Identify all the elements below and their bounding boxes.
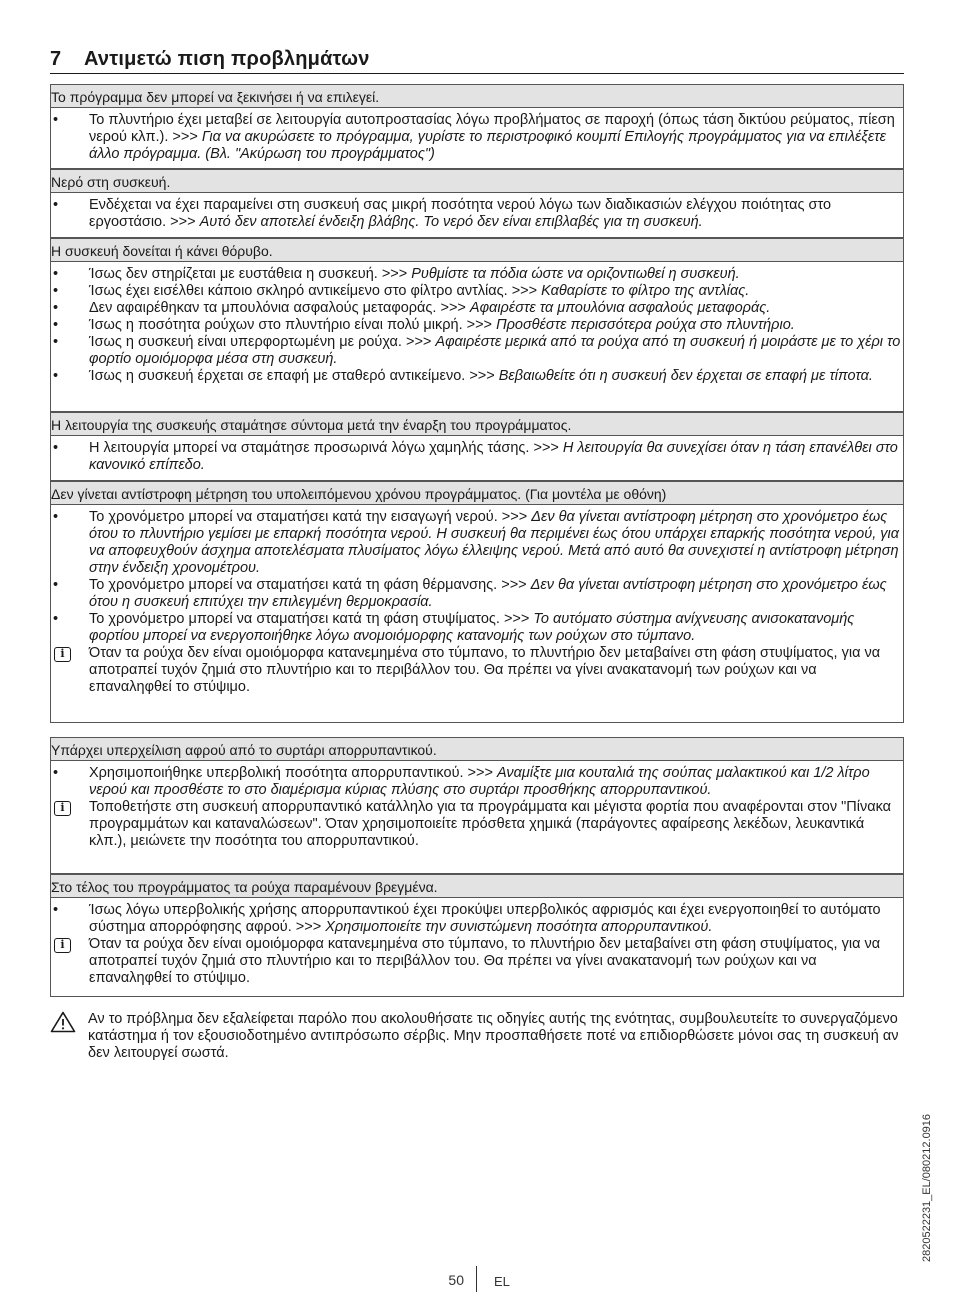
list-item	[51, 266, 903, 283]
trouble-section	[50, 737, 904, 874]
page-title	[50, 48, 904, 74]
list-item	[51, 577, 903, 611]
warning-triangle-icon	[50, 1011, 76, 1033]
cause-text: Ίσως η συσκευή είναι υπερφορτωμένη με ρούχα. >>>	[89, 334, 436, 350]
info-icon: i	[54, 938, 71, 953]
bullet: •	[53, 197, 59, 213]
remedy-text: Αφαιρέστε μερικά από τα ρούχα από τη συσκευή ή μοιράστε με το χέρι το φορτίο ομοιόμορφα μέσα στη συσκευή.	[89, 334, 901, 367]
section-title: Αντιμετώ πιση προβλημάτων	[84, 48, 370, 70]
warning-note	[50, 1011, 904, 1062]
info-note	[51, 645, 903, 696]
bullet: •	[53, 765, 59, 781]
info-icon: i	[54, 647, 71, 662]
trouble-section	[50, 874, 904, 997]
remedy-text: Βεβαιωθείτε ότι η συσκευή δεν έρχεται σε επαφή με τίποτα.	[498, 368, 873, 384]
bullet: •	[53, 334, 59, 350]
remedy-text: Δεν θα γίνεται αντίστροφη μέτρηση στο χρονόμετρο έως ότου η συσκευή επιτύχει την επιλεγμένη θερμοκρασία.	[89, 577, 887, 610]
problem-heading: Η συσκευή δονείται ή κάνει θόρυβο.	[51, 238, 903, 262]
list-item	[51, 902, 903, 936]
list-item	[51, 765, 903, 799]
cause-text: Δεν αφαιρέθηκαν τα μπουλόνια ασφαλούς μεταφοράς. >>>	[89, 300, 470, 316]
bullet: •	[53, 317, 59, 333]
cause-text: Χρησιμοποιήθηκε υπερβολική ποσότητα απορρυπαντικού. >>>	[89, 765, 497, 781]
remedy-text: Για να ακυρώσετε το πρόγραμμα, γυρίστε το περιστροφικό κουμπί Επιλογής προγράμματος για να επιλέξετε άλλο πρόγραμμα. (Βλ. "Ακύρωση του προγράμματος")	[89, 129, 887, 162]
remedy-text: Το αυτόματο σύστημα ανίχνευσης ανισοκατανομής φορτίου μπορεί να ενεργοποιήθηκε λόγω ανομοιόμορφης κατανομής των ρούχων στο τύμπανο.	[89, 611, 855, 644]
cause-text: Ίσως η συσκευή έρχεται σε επαφή με σταθερό αντικείμενο. >>>	[89, 368, 499, 384]
info-icon: i	[54, 801, 71, 816]
bullet: •	[53, 577, 59, 593]
list-item	[51, 611, 903, 645]
cause-text: Το πλυντήριο έχει μεταβεί σε λειτουργία αυτοπροστασίας λόγω προβλήματος σε παροχή (όπως τάση δικτύου ρεύματος, πίεση νερού κλπ.). >>>	[89, 112, 895, 145]
info-text: Όταν τα ρούχα δεν είναι ομοιόμορφα κατανεμημένα στο τύμπανο, το πλυντήριο δεν μεταβαίνει στη φάση στυψίματος, για να αποτραπεί τυχόν ζημιά στο πλυντήριο και το περιβάλλον του. Θα πρέπει να γίνει ανακατανομή των ρούχων και να επαναληφθεί το στύψιμο.	[89, 936, 881, 986]
problem-heading: Το πρόγραμμα δεν μπορεί να ξεκινήσει ή να επιλεγεί.	[51, 84, 903, 108]
bullet: •	[53, 300, 59, 316]
info-text: Όταν τα ρούχα δεν είναι ομοιόμορφα κατανεμημένα στο τύμπανο, το πλυντήριο δεν μεταβαίνει στη φάση στυψίματος, για να αποτραπεί τυχόν ζημιά στο πλυντήριο και το περιβάλλον του. Θα πρέπει να γίνει ανακατανομή των ρούχων και να επαναληφθεί το στύψιμο.	[89, 645, 881, 695]
cause-text: Ίσως έχει εισέλθει κάποιο σκληρό αντικείμενο στο φίλτρο αντλίας. >>>	[89, 283, 542, 299]
list-item	[51, 334, 903, 368]
cause-text: Ίσως λόγω υπερβολικής χρήσης απορρυπαντικού έχει προκύψει υπερβολικός αφρισμός και έχει ενεργοποιηθεί το αυτόματο σύστημα απορρόφησης αφρού. >>>	[89, 902, 881, 935]
list-item	[51, 300, 903, 317]
list-item	[51, 440, 903, 474]
bullet: •	[53, 368, 59, 384]
bullet: •	[53, 283, 59, 299]
page-number: 50	[448, 1272, 464, 1288]
trouble-section	[50, 238, 904, 412]
info-note	[51, 799, 903, 850]
remedy-text: Η λειτουργία θα συνεχίσει όταν η τάση επανέλθει στο κανονικό επίπεδο.	[89, 440, 898, 473]
bullet: •	[53, 611, 59, 627]
bullet: •	[53, 509, 59, 525]
list-item	[51, 112, 903, 163]
cause-text: Ίσως η ποσότητα ρούχων στο πλυντήριο είναι πολύ μικρή. >>>	[89, 317, 497, 333]
remedy-text: Χρησιμοποιείτε την συνιστώμενη ποσότητα απορρυπαντικού.	[325, 919, 713, 935]
remedy-text: Ρυθμίστε τα πόδια ώστε να οριζοντιωθεί η συσκευή.	[411, 266, 740, 282]
list-item	[51, 368, 903, 385]
problem-heading: Δεν γίνεται αντίστροφη μέτρηση του υπολειπόμενου χρόνου προγράμματος. (Για μοντέλα με οθόνη)	[51, 481, 903, 505]
problem-heading: Στο τέλος του προγράμματος τα ρούχα παραμένουν βρεγμένα.	[51, 874, 903, 898]
remedy-text: Προσθέστε περισσότερα ρούχα στο πλυντήριο.	[496, 317, 795, 333]
document-id: 2820522231_EL/080212.0916	[921, 1113, 933, 1262]
bullet: •	[53, 440, 59, 456]
cause-text: Ίσως δεν στηρίζεται με ευστάθεια η συσκευή. >>>	[89, 266, 412, 282]
footer-divider	[476, 1266, 477, 1292]
info-note	[51, 936, 903, 987]
remedy-text: Αφαιρέστε τα μπουλόνια ασφαλούς μεταφοράς.	[469, 300, 771, 316]
cause-text: Η λειτουργία μπορεί να σταμάτησε προσωρινά λόγω χαμηλής τάσης. >>>	[89, 440, 563, 456]
bullet: •	[53, 112, 59, 128]
remedy-text: Δεν θα γίνεται αντίστροφη μέτρηση στο χρονόμετρο έως ότου το πλυντήριο γεμίσει με επαρκή ποσότητα νερού. Η συσκευή θα περιμένει έως ότου υπάρχει επαρκής ποσότητα νερού, για να αποφευχθούν άσχημα αποτελέσματα πλυσίματος λόγω έλλειψης νερού. Μετά από αυτό θα συνεχιστεί η αντίστροφη μέτρηση στην ένδειξη χρονομέτρου.	[89, 509, 900, 576]
problem-heading: Νερό στη συσκευή.	[51, 169, 903, 193]
info-text: Τοποθετήστε στη συσκευή απορρυπαντικό κατάλληλο για τα προγράμματα και μέγιστα φορτία που αναφέρονται στον "Πίνακα προγραμμάτων και καταναλώσεων". Όταν χρησιμοποιείτε πρόσθετα χημικά (παράγοντες αφαίρεσης λεκέδων, λευκαντικά κλπ.), μειώνετε την ποσότητα του απορρυπαντικού.	[89, 799, 892, 849]
section-number: 7	[50, 48, 62, 70]
list-item	[51, 509, 903, 577]
problem-heading: Υπάρχει υπερχείλιση αφρού από το συρτάρι απορρυπαντικού.	[51, 737, 903, 761]
bullet: •	[53, 902, 59, 918]
remedy-text: Αναμίξτε μια κουταλιά της σούπας μαλακτικού και 1/2 λίτρο νερού και προσθέστε το στο διαμέρισμα κύριας πλύσης στο συρτάρι προσθήκης απορρυπαντικού.	[89, 765, 870, 798]
trouble-section	[50, 169, 904, 238]
remedy-text: Καθαρίστε το φίλτρο της αντλίας.	[541, 283, 750, 299]
remedy-text: Αυτό δεν αποτελεί ένδειξη βλάβης. Το νερό δεν είναι επιβλαβές για τη συσκευή.	[199, 214, 703, 230]
warning-text: Αν το πρόβλημα δεν εξαλείφεται παρόλο που ακολουθήσατε τις οδηγίες αυτής της ενότητας, συμβουλευτείτε το συνεργαζόμενο κατάστημα ή τον εξουσιοδοτημένο αντιπρόσωπο σέρβις. Μην προσπαθήσετε ποτέ να επιδιορθώσετε μόνοι σας τη συσκευή αν δεν λειτουργεί σωστά.	[88, 1011, 899, 1061]
cause-text: Το χρονόμετρο μπορεί να σταματήσει κατά την εισαγωγή νερού. >>>	[89, 509, 532, 525]
trouble-section	[50, 481, 904, 723]
cause-text: Το χρονόμετρο μπορεί να σταματήσει κατά τη φάση στυψίματος. >>>	[89, 611, 534, 627]
list-item	[51, 283, 903, 300]
list-item	[51, 197, 903, 231]
cause-text: Το χρονόμετρο μπορεί να σταματήσει κατά τη φάση θέρμανσης. >>>	[89, 577, 531, 593]
cause-text: Ενδέχεται να έχει παραμείνει στη συσκευή σας μικρή ποσότητα νερού λόγω των διαδικασιών ελέγχου ποιότητας στο εργοστάσιο. >>>	[89, 197, 832, 230]
bullet: •	[53, 266, 59, 282]
problem-heading: Η λειτουργία της συσκευής σταμάτησε σύντομα μετά την έναρξη του προγράμματος.	[51, 412, 903, 436]
language-code: EL	[494, 1274, 510, 1289]
trouble-section	[50, 84, 904, 169]
trouble-section	[50, 412, 904, 481]
list-item	[51, 317, 903, 334]
